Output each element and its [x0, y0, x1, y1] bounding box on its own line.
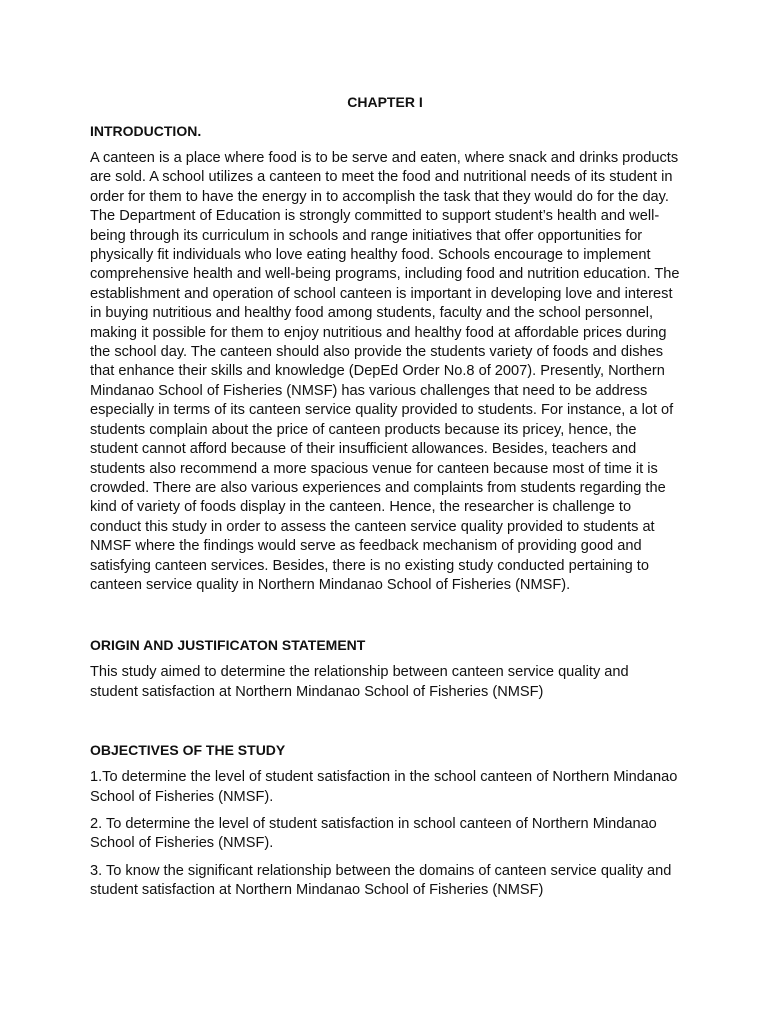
objectives-heading: OBJECTIVES OF THE STUDY [90, 742, 286, 759]
document-page [90, 92, 680, 909]
origin-section [90, 635, 680, 702]
chapter-title: CHAPTER I [347, 94, 423, 110]
objectives-section [90, 740, 680, 900]
objective-item: 2. To determine the level of student satisfaction in school canteen of Northern Mindanao School of Fisheries (NMSF). [90, 815, 657, 852]
origin-paragraph: This study aimed to determine the relationship between canteen service quality and student satisfaction at Northern Mindanao School of Fisheries (NMSF) [90, 664, 629, 700]
origin-heading: ORIGIN AND JUSTIFICATON STATEMENT [90, 637, 366, 654]
objective-item: 1.To determine the level of student satisfaction in the school canteen of Northern Mindanao School of Fisheries (NMSF). [90, 769, 678, 805]
objective-item: 3. To know the significant relationship between the domains of canteen service quality and student satisfaction at Northern Mindanao School of Fisheries (NMSF) [90, 862, 672, 899]
introduction-heading: INTRODUCTION. [90, 123, 202, 139]
introduction-paragraph: A canteen is a place where food is to be serve and eaten, where snack and drinks products are sold. A school utilizes a canteen to meet the food and nutritional needs of its student in order for them to have the energy in to accomplish the task that they would do for the day. The Department of Education is strongly committed to support student’s health and well-being through its curriculum in schools and range initiatives that offer opportunities for physically fit individuals who love eating healthy food. Schools encourage to implement comprehensive health and well-being programs, including food and nutrition education. The establishment and operation of school canteen is important in developing love and interest in buying nutritious and healthy food among students, faculty and the school personnel, making it possible for them to enjoy nutritious and healthy food at affordable prices during the school day. The canteen should also provide the students variety of foods and dishes that enhance their skills and knowledge (DepEd Order No.8 of 2007). Presently, Northern Mindanao School of Fisheries (NMSF) has various challenges that need to be address especially in terms of its canteen service quality provided to students. For instance, a lot of students complain about the price of canteen products because its pricey, hence, the student cannot afford because of their insufficient allowances. Besides, teachers and students also recommend a more spacious venue for canteen because most of time it is crowded. There are also various experiences and complaints from students regarding the kind of variety of foods display in the canteen. Hence, the researcher is challenge to conduct this study in order to assess the canteen service quality provided to students at NMSF where the findings would serve as feedback mechanism of providing good and satisfying canteen services. Besides, there is no existing study conducted pertaining to canteen service quality in Northern Mindanao School of Fisheries (NMSF). [90, 150, 680, 593]
introduction-section [90, 121, 680, 595]
